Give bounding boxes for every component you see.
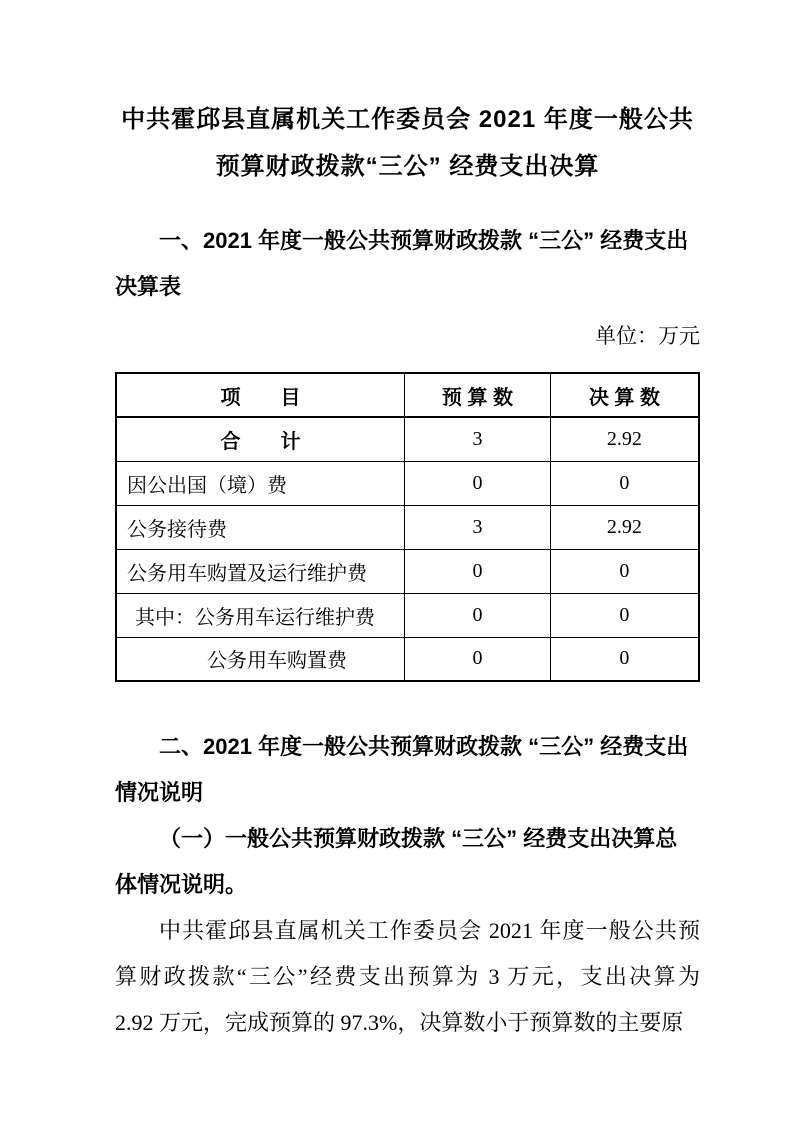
table-row-total	[116, 417, 699, 461]
section-1-heading-line1: 一、2021 年度一般公共预算财政拨款 “三公” 经费支出	[159, 228, 689, 253]
document-title-line1: 中共霍邱县直属机关工作委员会 2021 年度一般公共	[121, 106, 694, 133]
col-header-final: 决 算 数	[550, 373, 699, 417]
section-2-heading-line1: 二、2021 年度一般公共预算财政拨款 “三公” 经费支出	[159, 734, 689, 759]
document-title	[115, 96, 700, 190]
three-public-expenditure-table	[115, 372, 700, 682]
table-row-vehicle-purchase	[116, 637, 699, 681]
table-cell-final: 0	[550, 637, 699, 681]
col-header-budget: 预 算 数	[405, 373, 551, 417]
table-cell-final: 0	[550, 593, 699, 637]
table-cell-budget: 0	[405, 593, 551, 637]
table-cell-item: 因公出国（境）费	[116, 461, 405, 505]
col-header-item: 项 目	[116, 373, 405, 417]
table-cell-budget: 3	[405, 417, 551, 461]
unit-label: 单位：万元	[595, 324, 700, 348]
table-cell-budget: 0	[405, 637, 551, 681]
section-2-heading-line2: 情况说明	[115, 780, 204, 805]
table-cell-item: 公务用车购置费	[116, 637, 405, 681]
section-1-heading	[115, 218, 700, 310]
table-cell-final: 0	[550, 461, 699, 505]
table-row-reception	[116, 505, 699, 549]
table-cell-item: 公务用车购置及运行维护费	[116, 549, 405, 593]
section-2-heading	[115, 724, 700, 816]
subsection-1-heading-line2: 体情况说明。	[115, 872, 248, 897]
table-header-row	[116, 373, 699, 417]
table-cell-final: 2.92	[550, 505, 699, 549]
table-cell-final: 2.92	[550, 417, 699, 461]
table-cell-item: 合 计	[116, 417, 405, 461]
subsection-1-heading-line1: （一）一般公共预算财政拨款 “三公” 经费支出决算总	[159, 826, 678, 851]
table-cell-item: 其中：公务用车运行维护费	[116, 593, 405, 637]
body-paragraph-line2: 算财政拨款“三公”经费支出预算为 3 万元，支出决算为	[115, 964, 700, 989]
table-cell-budget: 3	[405, 505, 551, 549]
table-cell-item: 公务接待费	[116, 505, 405, 549]
table-row-abroad	[116, 461, 699, 505]
table-row-vehicle-operation	[116, 593, 699, 637]
table-cell-final: 0	[550, 549, 699, 593]
table-cell-budget: 0	[405, 549, 551, 593]
body-paragraph	[115, 908, 700, 1046]
body-paragraph-line3: 2.92 万元，完成预算的 97.3%，决算数小于预算数的主要原	[115, 1010, 684, 1035]
table-cell-budget: 0	[405, 461, 551, 505]
subsection-1-heading	[115, 816, 700, 908]
document-title-line2: 预算财政拨款“三公” 经费支出决算	[215, 153, 600, 180]
body-paragraph-line1: 中共霍邱县直属机关工作委员会 2021 年度一般公共预	[159, 918, 700, 943]
table-row-vehicle-total	[116, 549, 699, 593]
section-1-heading-line2: 决算表	[115, 274, 182, 299]
